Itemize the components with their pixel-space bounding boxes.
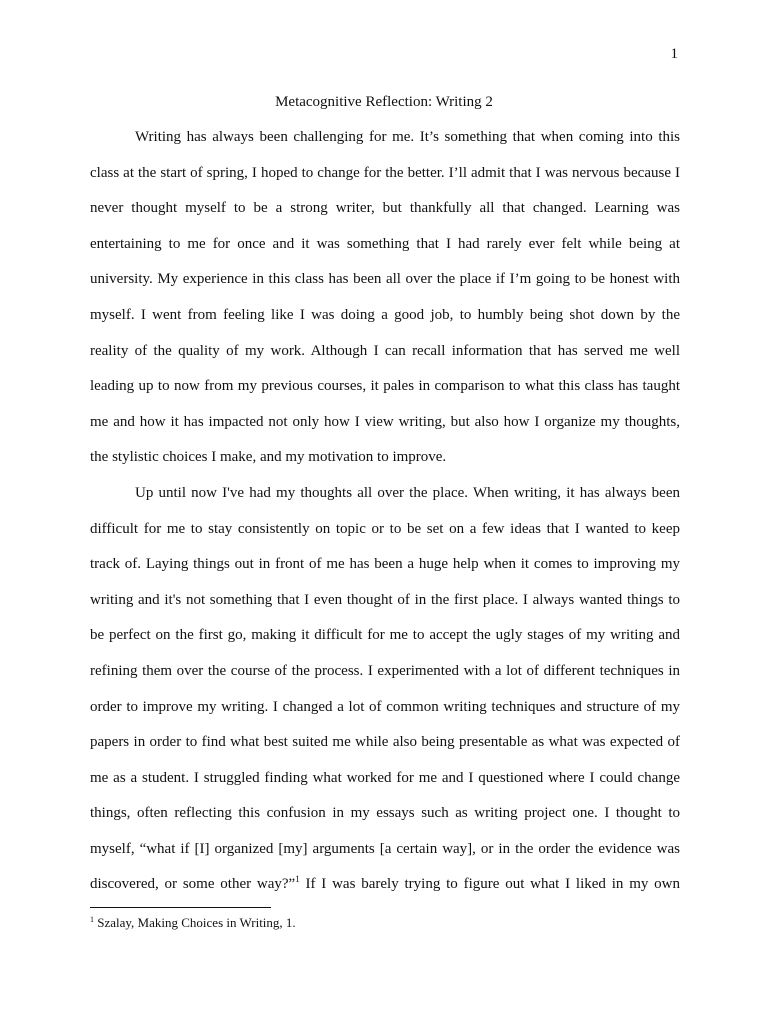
paragraph-2-line-1: Up until now I've had my thoughts all over the place. When writing, it has always been: [135, 484, 680, 501]
footnote: [90, 914, 296, 932]
paragraph-2-line-7: order to improve my writing. I changed a lot of common writing techniques and structure of my: [90, 698, 680, 715]
paragraph-2-line-3: track of. Laying things out in front of me has been a huge help when it comes to improving my: [90, 556, 680, 573]
paragraph-2-line-4: writing and it's not something that I even thought of in the first place. I always wanted things to: [90, 591, 680, 608]
paragraph-1-line-5: university. My experience in this class has been all over the place if I’m going to be honest with: [90, 271, 680, 288]
line-text-before-note: discovered, or some other way?”: [90, 876, 296, 893]
paragraph-1-line-4: entertaining to me for once and it was something that I had rarely ever felt while being at: [90, 235, 680, 252]
body-text: [90, 120, 680, 903]
paragraph-1-line-10: the stylistic choices I make, and my motivation to improve.: [90, 449, 447, 466]
footnote-text: Szalay, Making Choices in Writing, 1.: [94, 915, 296, 930]
paragraph-2-line-5: be perfect on the first go, making it difficult for me to accept the ugly stages of my writing and: [90, 627, 680, 644]
paragraph-2-line-6: refining them over the course of the process. I experimented with a lot of different techniques in: [90, 662, 680, 679]
paragraph-2-line-11: myself, “what if [I] organized [my] arguments [a certain way], or in the order the evidence was: [90, 840, 680, 857]
paragraph-1-line-9: me and how it has impacted not only how I view writing, but also how I organize my thoughts,: [90, 413, 680, 430]
paragraph-1-line-8: leading up to now from my previous courses, it pales in comparison to what this class has taught: [90, 378, 680, 395]
paragraph-2-line-2: difficult for me to stay consistently on topic or to be set on a few ideas that I wanted to keep: [90, 520, 680, 537]
paragraph-2-line-10: things, often reflecting this confusion in my essays such as writing project one. I thought to: [90, 805, 680, 822]
paragraph-2-line-8: papers in order to find what best suited me while also being presentable as what was expected of: [90, 734, 680, 751]
footnote-number: 1: [90, 915, 94, 924]
page-number: 1: [670, 46, 678, 62]
paragraph-1-line-2: class at the start of spring, I hoped to change for the better. I’ll admit that I was nervous because I: [90, 164, 680, 181]
paragraph-1-line-7: reality of the quality of my work. Although I can recall information that has served me well: [90, 342, 680, 359]
document-title: Metacognitive Reflection: Writing 2: [275, 94, 493, 110]
paragraph-1-line-3: never thought myself to be a strong writer, but thankfully all that changed. Learning was: [90, 200, 680, 217]
footnote-separator: [90, 907, 271, 908]
line-text-after-note: If I was barely trying to figure out what I liked in my own: [299, 876, 680, 893]
footnote-reference: 1: [295, 874, 300, 885]
paragraph-1-line-6: myself. I went from feeling like I was doing a good job, to humbly being shot down by the: [90, 306, 680, 323]
paragraph-1-line-1: Writing has always been challenging for me. It’s something that when coming into this: [135, 129, 680, 145]
paragraph-2-line-9: me as a student. I struggled finding what worked for me and I questioned where I could change: [90, 769, 680, 786]
paragraph-2-line-12: [90, 867, 680, 903]
